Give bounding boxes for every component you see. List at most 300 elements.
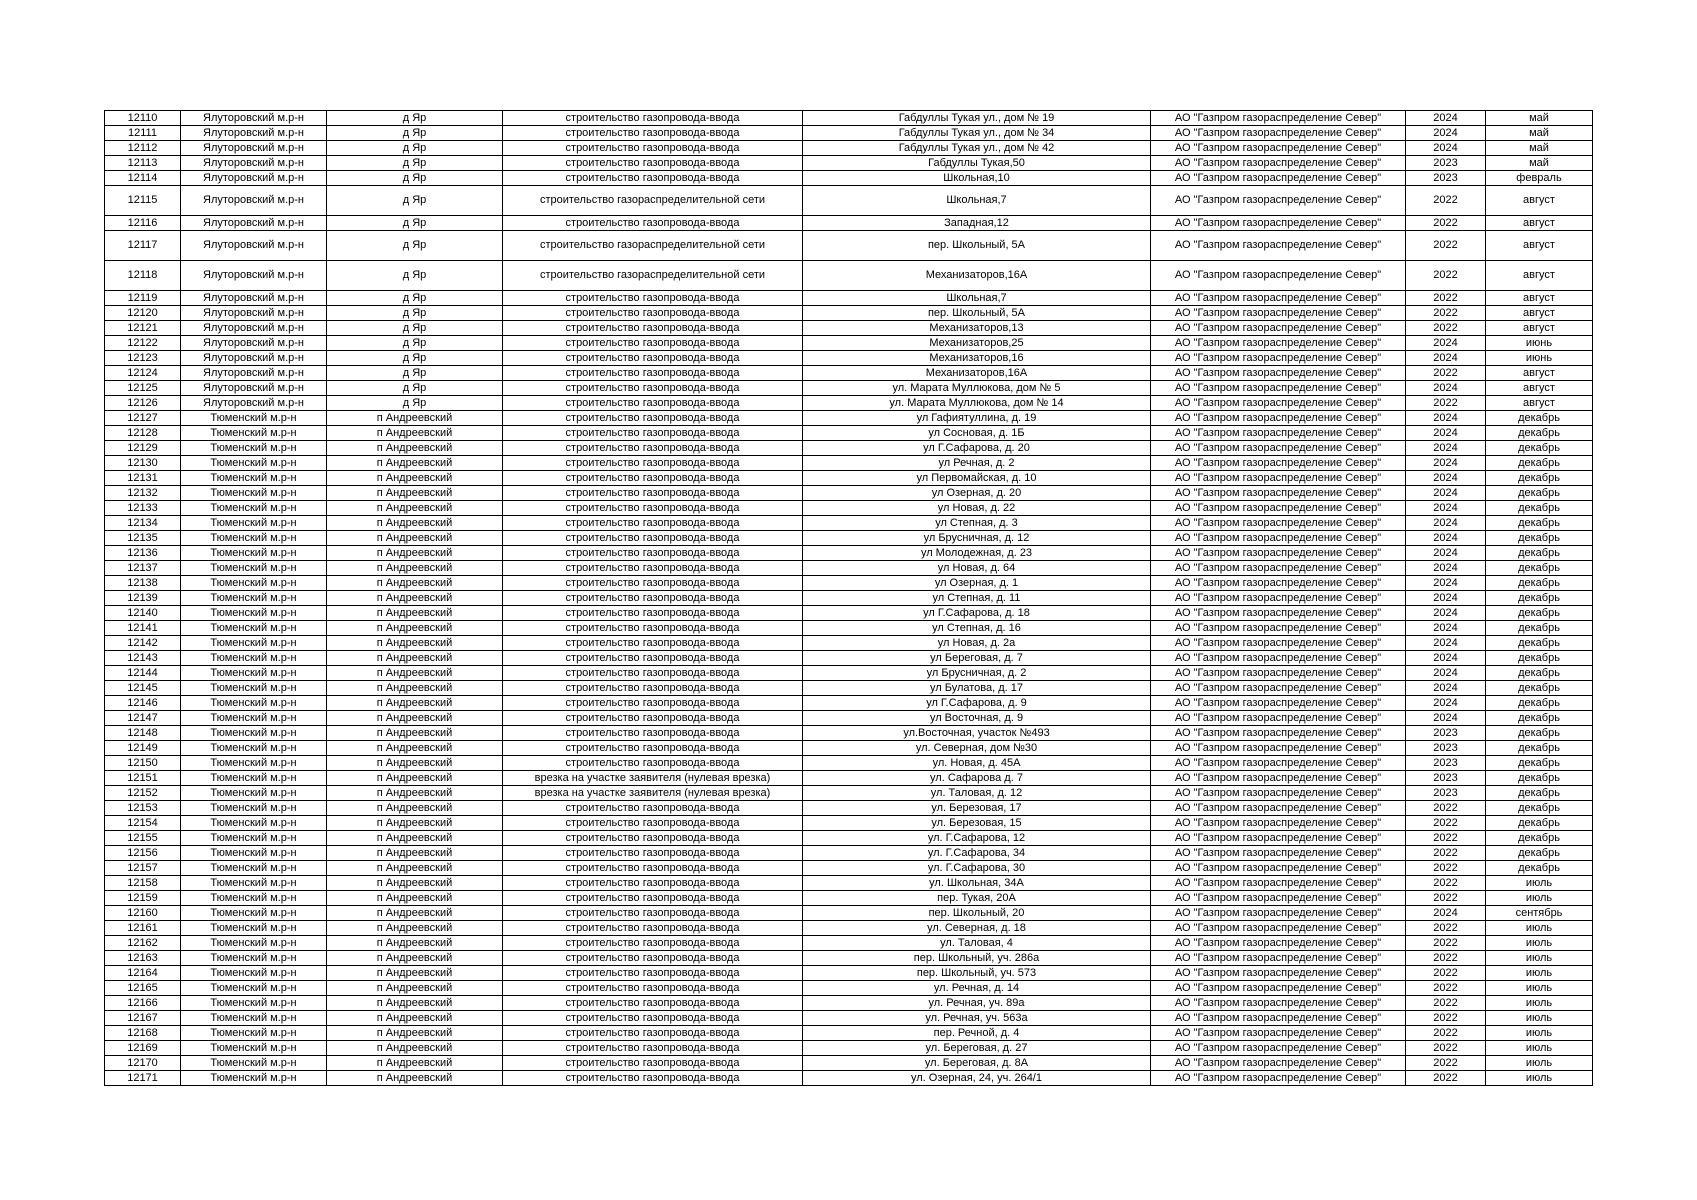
district-cell: Тюменский м.р-н	[181, 951, 327, 966]
district-cell: Тюменский м.р-н	[181, 561, 327, 576]
year-cell: 2022	[1406, 1026, 1486, 1041]
row-number-cell: 12119	[105, 291, 181, 306]
organization-cell: АО "Газпром газораспределение Север"	[1151, 831, 1406, 846]
year-cell: 2022	[1406, 1056, 1486, 1071]
work-type-cell: строительство газопровода-ввода	[503, 396, 803, 411]
district-cell: Тюменский м.р-н	[181, 471, 327, 486]
settlement-cell: п Андреевский	[327, 891, 503, 906]
table-row	[105, 681, 1593, 696]
year-cell: 2024	[1406, 711, 1486, 726]
year-cell: 2022	[1406, 861, 1486, 876]
month-cell: декабрь	[1486, 636, 1593, 651]
row-number-cell: 12156	[105, 846, 181, 861]
year-cell: 2023	[1406, 771, 1486, 786]
organization-cell: АО "Газпром газораспределение Север"	[1151, 381, 1406, 396]
address-cell: Механизаторов,13	[803, 321, 1151, 336]
table-row	[105, 231, 1593, 261]
month-cell: август	[1486, 321, 1593, 336]
month-cell: декабрь	[1486, 711, 1593, 726]
work-type-cell: строительство газопровода-ввода	[503, 576, 803, 591]
address-cell: ул Степная, д. 3	[803, 516, 1151, 531]
address-cell: ул Новая, д. 2а	[803, 636, 1151, 651]
month-cell: август	[1486, 261, 1593, 291]
organization-cell: АО "Газпром газораспределение Север"	[1151, 291, 1406, 306]
organization-cell: АО "Газпром газораспределение Север"	[1151, 156, 1406, 171]
work-type-cell: строительство газораспределительной сети	[503, 186, 803, 216]
row-number-cell: 12121	[105, 321, 181, 336]
row-number-cell: 12162	[105, 936, 181, 951]
year-cell: 2023	[1406, 156, 1486, 171]
address-cell: Школьная,7	[803, 291, 1151, 306]
address-cell: пер. Речной, д. 4	[803, 1026, 1151, 1041]
district-cell: Ялуторовский м.р-н	[181, 156, 327, 171]
table-row	[105, 126, 1593, 141]
work-type-cell: строительство газопровода-ввода	[503, 366, 803, 381]
address-cell: ул. Новая, д. 45А	[803, 756, 1151, 771]
work-type-cell: строительство газопровода-ввода	[503, 441, 803, 456]
organization-cell: АО "Газпром газораспределение Север"	[1151, 591, 1406, 606]
district-cell: Тюменский м.р-н	[181, 621, 327, 636]
district-cell: Ялуторовский м.р-н	[181, 141, 327, 156]
organization-cell: АО "Газпром газораспределение Север"	[1151, 996, 1406, 1011]
district-cell: Ялуторовский м.р-н	[181, 216, 327, 231]
year-cell: 2024	[1406, 531, 1486, 546]
row-number-cell: 12110	[105, 111, 181, 126]
organization-cell: АО "Газпром газораспределение Север"	[1151, 936, 1406, 951]
address-cell: ул Г.Сафарова, д. 9	[803, 696, 1151, 711]
table-row	[105, 306, 1593, 321]
table-row	[105, 381, 1593, 396]
month-cell: июль	[1486, 1011, 1593, 1026]
district-cell: Тюменский м.р-н	[181, 981, 327, 996]
month-cell: февраль	[1486, 171, 1593, 186]
district-cell: Тюменский м.р-н	[181, 1041, 327, 1056]
work-type-cell: строительство газопровода-ввода	[503, 306, 803, 321]
table-row	[105, 771, 1593, 786]
month-cell: декабрь	[1486, 816, 1593, 831]
table-row	[105, 471, 1593, 486]
year-cell: 2024	[1406, 141, 1486, 156]
row-number-cell: 12140	[105, 606, 181, 621]
district-cell: Тюменский м.р-н	[181, 756, 327, 771]
month-cell: сентябрь	[1486, 906, 1593, 921]
address-cell: Механизаторов,25	[803, 336, 1151, 351]
month-cell: декабрь	[1486, 756, 1593, 771]
table-row	[105, 321, 1593, 336]
organization-cell: АО "Газпром газораспределение Север"	[1151, 576, 1406, 591]
organization-cell: АО "Газпром газораспределение Север"	[1151, 336, 1406, 351]
year-cell: 2024	[1406, 621, 1486, 636]
row-number-cell: 12138	[105, 576, 181, 591]
table-row	[105, 1011, 1593, 1026]
settlement-cell: д Яр	[327, 306, 503, 321]
row-number-cell: 12150	[105, 756, 181, 771]
row-number-cell: 12137	[105, 561, 181, 576]
month-cell: август	[1486, 366, 1593, 381]
settlement-cell: п Андреевский	[327, 606, 503, 621]
address-cell: ул Озерная, д. 20	[803, 486, 1151, 501]
table-row	[105, 936, 1593, 951]
organization-cell: АО "Газпром газораспределение Север"	[1151, 426, 1406, 441]
row-number-cell: 12136	[105, 546, 181, 561]
table-row	[105, 786, 1593, 801]
district-cell: Ялуторовский м.р-н	[181, 351, 327, 366]
organization-cell: АО "Газпром газораспределение Север"	[1151, 456, 1406, 471]
settlement-cell: п Андреевский	[327, 591, 503, 606]
settlement-cell: п Андреевский	[327, 501, 503, 516]
settlement-cell: п Андреевский	[327, 981, 503, 996]
work-type-cell: строительство газопровода-ввода	[503, 876, 803, 891]
district-cell: Ялуторовский м.р-н	[181, 231, 327, 261]
settlement-cell: п Андреевский	[327, 681, 503, 696]
work-type-cell: строительство газопровода-ввода	[503, 666, 803, 681]
year-cell: 2024	[1406, 441, 1486, 456]
organization-cell: АО "Газпром газораспределение Север"	[1151, 126, 1406, 141]
month-cell: декабрь	[1486, 471, 1593, 486]
table-row	[105, 561, 1593, 576]
address-cell: Габдуллы Тукая ул., дом № 42	[803, 141, 1151, 156]
organization-cell: АО "Газпром газораспределение Север"	[1151, 261, 1406, 291]
district-cell: Ялуторовский м.р-н	[181, 291, 327, 306]
work-type-cell: строительство газопровода-ввода	[503, 966, 803, 981]
settlement-cell: п Андреевский	[327, 1071, 503, 1086]
work-type-cell: врезка на участке заявителя (нулевая врезка)	[503, 771, 803, 786]
table-row	[105, 441, 1593, 456]
year-cell: 2024	[1406, 666, 1486, 681]
month-cell: декабрь	[1486, 561, 1593, 576]
table-row	[105, 216, 1593, 231]
table-row	[105, 171, 1593, 186]
settlement-cell: п Андреевский	[327, 531, 503, 546]
table-row	[105, 756, 1593, 771]
work-type-cell: строительство газопровода-ввода	[503, 606, 803, 621]
row-number-cell: 12132	[105, 486, 181, 501]
work-type-cell: строительство газопровода-ввода	[503, 546, 803, 561]
settlement-cell: д Яр	[327, 366, 503, 381]
row-number-cell: 12120	[105, 306, 181, 321]
row-number-cell: 12159	[105, 891, 181, 906]
settlement-cell: п Андреевский	[327, 936, 503, 951]
table-row	[105, 876, 1593, 891]
address-cell: пер. Школьный, 5А	[803, 231, 1151, 261]
work-type-cell: строительство газопровода-ввода	[503, 561, 803, 576]
district-cell: Тюменский м.р-н	[181, 786, 327, 801]
month-cell: декабрь	[1486, 696, 1593, 711]
settlement-cell: п Андреевский	[327, 666, 503, 681]
district-cell: Тюменский м.р-н	[181, 1026, 327, 1041]
district-cell: Тюменский м.р-н	[181, 906, 327, 921]
row-number-cell: 12170	[105, 1056, 181, 1071]
address-cell: ул Брусничная, д. 2	[803, 666, 1151, 681]
settlement-cell: п Андреевский	[327, 801, 503, 816]
address-cell: ул. Школьная, 34А	[803, 876, 1151, 891]
table-row	[105, 456, 1593, 471]
month-cell: декабрь	[1486, 591, 1593, 606]
table-row	[105, 351, 1593, 366]
district-cell: Ялуторовский м.р-н	[181, 186, 327, 216]
address-cell: ул Степная, д. 16	[803, 621, 1151, 636]
district-cell: Тюменский м.р-н	[181, 426, 327, 441]
settlement-cell: п Андреевский	[327, 1026, 503, 1041]
settlement-cell: п Андреевский	[327, 861, 503, 876]
settlement-cell: п Андреевский	[327, 906, 503, 921]
month-cell: август	[1486, 186, 1593, 216]
organization-cell: АО "Газпром газораспределение Север"	[1151, 486, 1406, 501]
month-cell: июль	[1486, 1026, 1593, 1041]
settlement-cell: п Андреевский	[327, 726, 503, 741]
settlement-cell: п Андреевский	[327, 1011, 503, 1026]
organization-cell: АО "Газпром газораспределение Север"	[1151, 786, 1406, 801]
year-cell: 2024	[1406, 636, 1486, 651]
work-type-cell: строительство газопровода-ввода	[503, 471, 803, 486]
address-cell: Механизаторов,16	[803, 351, 1151, 366]
row-number-cell: 12126	[105, 396, 181, 411]
address-cell: ул Береговая, д. 7	[803, 651, 1151, 666]
year-cell: 2022	[1406, 186, 1486, 216]
row-number-cell: 12133	[105, 501, 181, 516]
row-number-cell: 12115	[105, 186, 181, 216]
district-cell: Тюменский м.р-н	[181, 816, 327, 831]
year-cell: 2022	[1406, 321, 1486, 336]
organization-cell: АО "Газпром газораспределение Север"	[1151, 321, 1406, 336]
work-type-cell: строительство газопровода-ввода	[503, 981, 803, 996]
settlement-cell: п Андреевский	[327, 996, 503, 1011]
row-number-cell: 12116	[105, 216, 181, 231]
settlement-cell: п Андреевский	[327, 546, 503, 561]
settlement-cell: п Андреевский	[327, 411, 503, 426]
district-cell: Ялуторовский м.р-н	[181, 126, 327, 141]
organization-cell: АО "Газпром газораспределение Север"	[1151, 861, 1406, 876]
year-cell: 2022	[1406, 936, 1486, 951]
settlement-cell: п Андреевский	[327, 1041, 503, 1056]
district-cell: Тюменский м.р-н	[181, 846, 327, 861]
address-cell: пер. Школьный, уч. 573	[803, 966, 1151, 981]
year-cell: 2024	[1406, 906, 1486, 921]
address-cell: ул. Таловая, д. 12	[803, 786, 1151, 801]
work-type-cell: строительство газопровода-ввода	[503, 1071, 803, 1086]
month-cell: декабрь	[1486, 651, 1593, 666]
month-cell: декабрь	[1486, 456, 1593, 471]
month-cell: июль	[1486, 1071, 1593, 1086]
district-cell: Ялуторовский м.р-н	[181, 366, 327, 381]
month-cell: декабрь	[1486, 501, 1593, 516]
district-cell: Тюменский м.р-н	[181, 831, 327, 846]
district-cell: Тюменский м.р-н	[181, 966, 327, 981]
organization-cell: АО "Газпром газораспределение Север"	[1151, 231, 1406, 261]
year-cell: 2024	[1406, 576, 1486, 591]
work-type-cell: строительство газораспределительной сети	[503, 261, 803, 291]
settlement-cell: п Андреевский	[327, 921, 503, 936]
table-row	[105, 591, 1593, 606]
work-type-cell: строительство газопровода-ввода	[503, 336, 803, 351]
settlement-cell: п Андреевский	[327, 576, 503, 591]
settlement-cell: д Яр	[327, 291, 503, 306]
row-number-cell: 12123	[105, 351, 181, 366]
settlement-cell: п Андреевский	[327, 846, 503, 861]
organization-cell: АО "Газпром газораспределение Север"	[1151, 711, 1406, 726]
organization-cell: АО "Газпром газораспределение Север"	[1151, 951, 1406, 966]
settlement-cell: п Андреевский	[327, 696, 503, 711]
address-cell: ул. Марата Муллюкова, дом № 14	[803, 396, 1151, 411]
address-cell: ул. Речная, уч. 89а	[803, 996, 1151, 1011]
year-cell: 2022	[1406, 921, 1486, 936]
work-type-cell: строительство газопровода-ввода	[503, 141, 803, 156]
row-number-cell: 12127	[105, 411, 181, 426]
row-number-cell: 12125	[105, 381, 181, 396]
district-cell: Тюменский м.р-н	[181, 486, 327, 501]
address-cell: ул. Сафарова д. 7	[803, 771, 1151, 786]
row-number-cell: 12160	[105, 906, 181, 921]
address-cell: ул Первомайская, д. 10	[803, 471, 1151, 486]
organization-cell: АО "Газпром газораспределение Север"	[1151, 306, 1406, 321]
year-cell: 2023	[1406, 741, 1486, 756]
row-number-cell: 12114	[105, 171, 181, 186]
month-cell: июль	[1486, 981, 1593, 996]
district-cell: Тюменский м.р-н	[181, 891, 327, 906]
address-cell: Школьная,10	[803, 171, 1151, 186]
address-cell: ул. Г.Сафарова, 12	[803, 831, 1151, 846]
organization-cell: АО "Газпром газораспределение Север"	[1151, 651, 1406, 666]
settlement-cell: д Яр	[327, 381, 503, 396]
month-cell: декабрь	[1486, 846, 1593, 861]
row-number-cell: 12161	[105, 921, 181, 936]
district-cell: Тюменский м.р-н	[181, 681, 327, 696]
year-cell: 2022	[1406, 831, 1486, 846]
work-type-cell: строительство газопровода-ввода	[503, 486, 803, 501]
address-cell: пер. Тукая, 20А	[803, 891, 1151, 906]
address-cell: пер. Школьный, уч. 286а	[803, 951, 1151, 966]
year-cell: 2022	[1406, 951, 1486, 966]
row-number-cell: 12155	[105, 831, 181, 846]
address-cell: Механизаторов,16А	[803, 261, 1151, 291]
organization-cell: АО "Газпром газораспределение Север"	[1151, 186, 1406, 216]
district-cell: Тюменский м.р-н	[181, 591, 327, 606]
month-cell: август	[1486, 291, 1593, 306]
settlement-cell: п Андреевский	[327, 636, 503, 651]
row-number-cell: 12143	[105, 651, 181, 666]
year-cell: 2022	[1406, 1041, 1486, 1056]
row-number-cell: 12167	[105, 1011, 181, 1026]
settlement-cell: п Андреевский	[327, 621, 503, 636]
table-row	[105, 861, 1593, 876]
work-type-cell: строительство газопровода-ввода	[503, 1056, 803, 1071]
organization-cell: АО "Газпром газораспределение Север"	[1151, 141, 1406, 156]
district-cell: Ялуторовский м.р-н	[181, 306, 327, 321]
year-cell: 2024	[1406, 591, 1486, 606]
district-cell: Тюменский м.р-н	[181, 666, 327, 681]
year-cell: 2024	[1406, 486, 1486, 501]
month-cell: июль	[1486, 876, 1593, 891]
table-row	[105, 1071, 1593, 1086]
work-type-cell: строительство газопровода-ввода	[503, 426, 803, 441]
year-cell: 2024	[1406, 681, 1486, 696]
organization-cell: АО "Газпром газораспределение Север"	[1151, 771, 1406, 786]
work-type-cell: строительство газопровода-ввода	[503, 381, 803, 396]
organization-cell: АО "Газпром газораспределение Север"	[1151, 966, 1406, 981]
settlement-cell: п Андреевский	[327, 771, 503, 786]
row-number-cell: 12153	[105, 801, 181, 816]
work-type-cell: строительство газопровода-ввода	[503, 831, 803, 846]
year-cell: 2024	[1406, 606, 1486, 621]
address-cell: ул Степная, д. 11	[803, 591, 1151, 606]
month-cell: декабрь	[1486, 771, 1593, 786]
row-number-cell: 12166	[105, 996, 181, 1011]
month-cell: июль	[1486, 1041, 1593, 1056]
address-cell: ул Озерная, д. 1	[803, 576, 1151, 591]
settlement-cell: д Яр	[327, 141, 503, 156]
month-cell: август	[1486, 231, 1593, 261]
table-row	[105, 366, 1593, 381]
row-number-cell: 12157	[105, 861, 181, 876]
row-number-cell: 12148	[105, 726, 181, 741]
month-cell: июль	[1486, 996, 1593, 1011]
district-cell: Тюменский м.р-н	[181, 1011, 327, 1026]
row-number-cell: 12151	[105, 771, 181, 786]
row-number-cell: 12145	[105, 681, 181, 696]
month-cell: май	[1486, 111, 1593, 126]
organization-cell: АО "Газпром газораспределение Север"	[1151, 396, 1406, 411]
organization-cell: АО "Газпром газораспределение Север"	[1151, 1041, 1406, 1056]
organization-cell: АО "Газпром газораспределение Север"	[1151, 816, 1406, 831]
district-cell: Тюменский м.р-н	[181, 546, 327, 561]
address-cell: ул. Березовая, 17	[803, 801, 1151, 816]
settlement-cell: п Андреевский	[327, 456, 503, 471]
district-cell: Ялуторовский м.р-н	[181, 381, 327, 396]
settlement-cell: п Андреевский	[327, 711, 503, 726]
district-cell: Ялуторовский м.р-н	[181, 261, 327, 291]
row-number-cell: 12122	[105, 336, 181, 351]
table-row	[105, 696, 1593, 711]
address-cell: ул. Северная, д. 18	[803, 921, 1151, 936]
settlement-cell: д Яр	[327, 351, 503, 366]
table-row	[105, 336, 1593, 351]
work-type-cell: строительство газопровода-ввода	[503, 126, 803, 141]
organization-cell: АО "Газпром газораспределение Север"	[1151, 666, 1406, 681]
year-cell: 2022	[1406, 216, 1486, 231]
address-cell: ул. Марата Муллюкова, дом № 5	[803, 381, 1151, 396]
year-cell: 2024	[1406, 651, 1486, 666]
address-cell: ул. Березовая, 15	[803, 816, 1151, 831]
month-cell: май	[1486, 141, 1593, 156]
table-row	[105, 516, 1593, 531]
work-type-cell: строительство газопровода-ввода	[503, 516, 803, 531]
organization-cell: АО "Газпром газораспределение Север"	[1151, 441, 1406, 456]
month-cell: декабрь	[1486, 726, 1593, 741]
month-cell: декабрь	[1486, 666, 1593, 681]
month-cell: декабрь	[1486, 861, 1593, 876]
settlement-cell: п Андреевский	[327, 951, 503, 966]
work-type-cell: строительство газопровода-ввода	[503, 621, 803, 636]
row-number-cell: 12113	[105, 156, 181, 171]
month-cell: декабрь	[1486, 411, 1593, 426]
year-cell: 2024	[1406, 561, 1486, 576]
settlement-cell: д Яр	[327, 261, 503, 291]
month-cell: август	[1486, 306, 1593, 321]
address-cell: ул. Г.Сафарова, 34	[803, 846, 1151, 861]
table-row	[105, 1041, 1593, 1056]
settlement-cell: д Яр	[327, 216, 503, 231]
address-cell: ул. Северная, дом №30	[803, 741, 1151, 756]
address-cell: ул Г.Сафарова, д. 18	[803, 606, 1151, 621]
row-number-cell: 12112	[105, 141, 181, 156]
district-cell: Ялуторовский м.р-н	[181, 396, 327, 411]
row-number-cell: 12149	[105, 741, 181, 756]
organization-cell: АО "Газпром газораспределение Север"	[1151, 216, 1406, 231]
year-cell: 2022	[1406, 291, 1486, 306]
year-cell: 2024	[1406, 111, 1486, 126]
organization-cell: АО "Газпром газораспределение Север"	[1151, 906, 1406, 921]
row-number-cell: 12154	[105, 816, 181, 831]
